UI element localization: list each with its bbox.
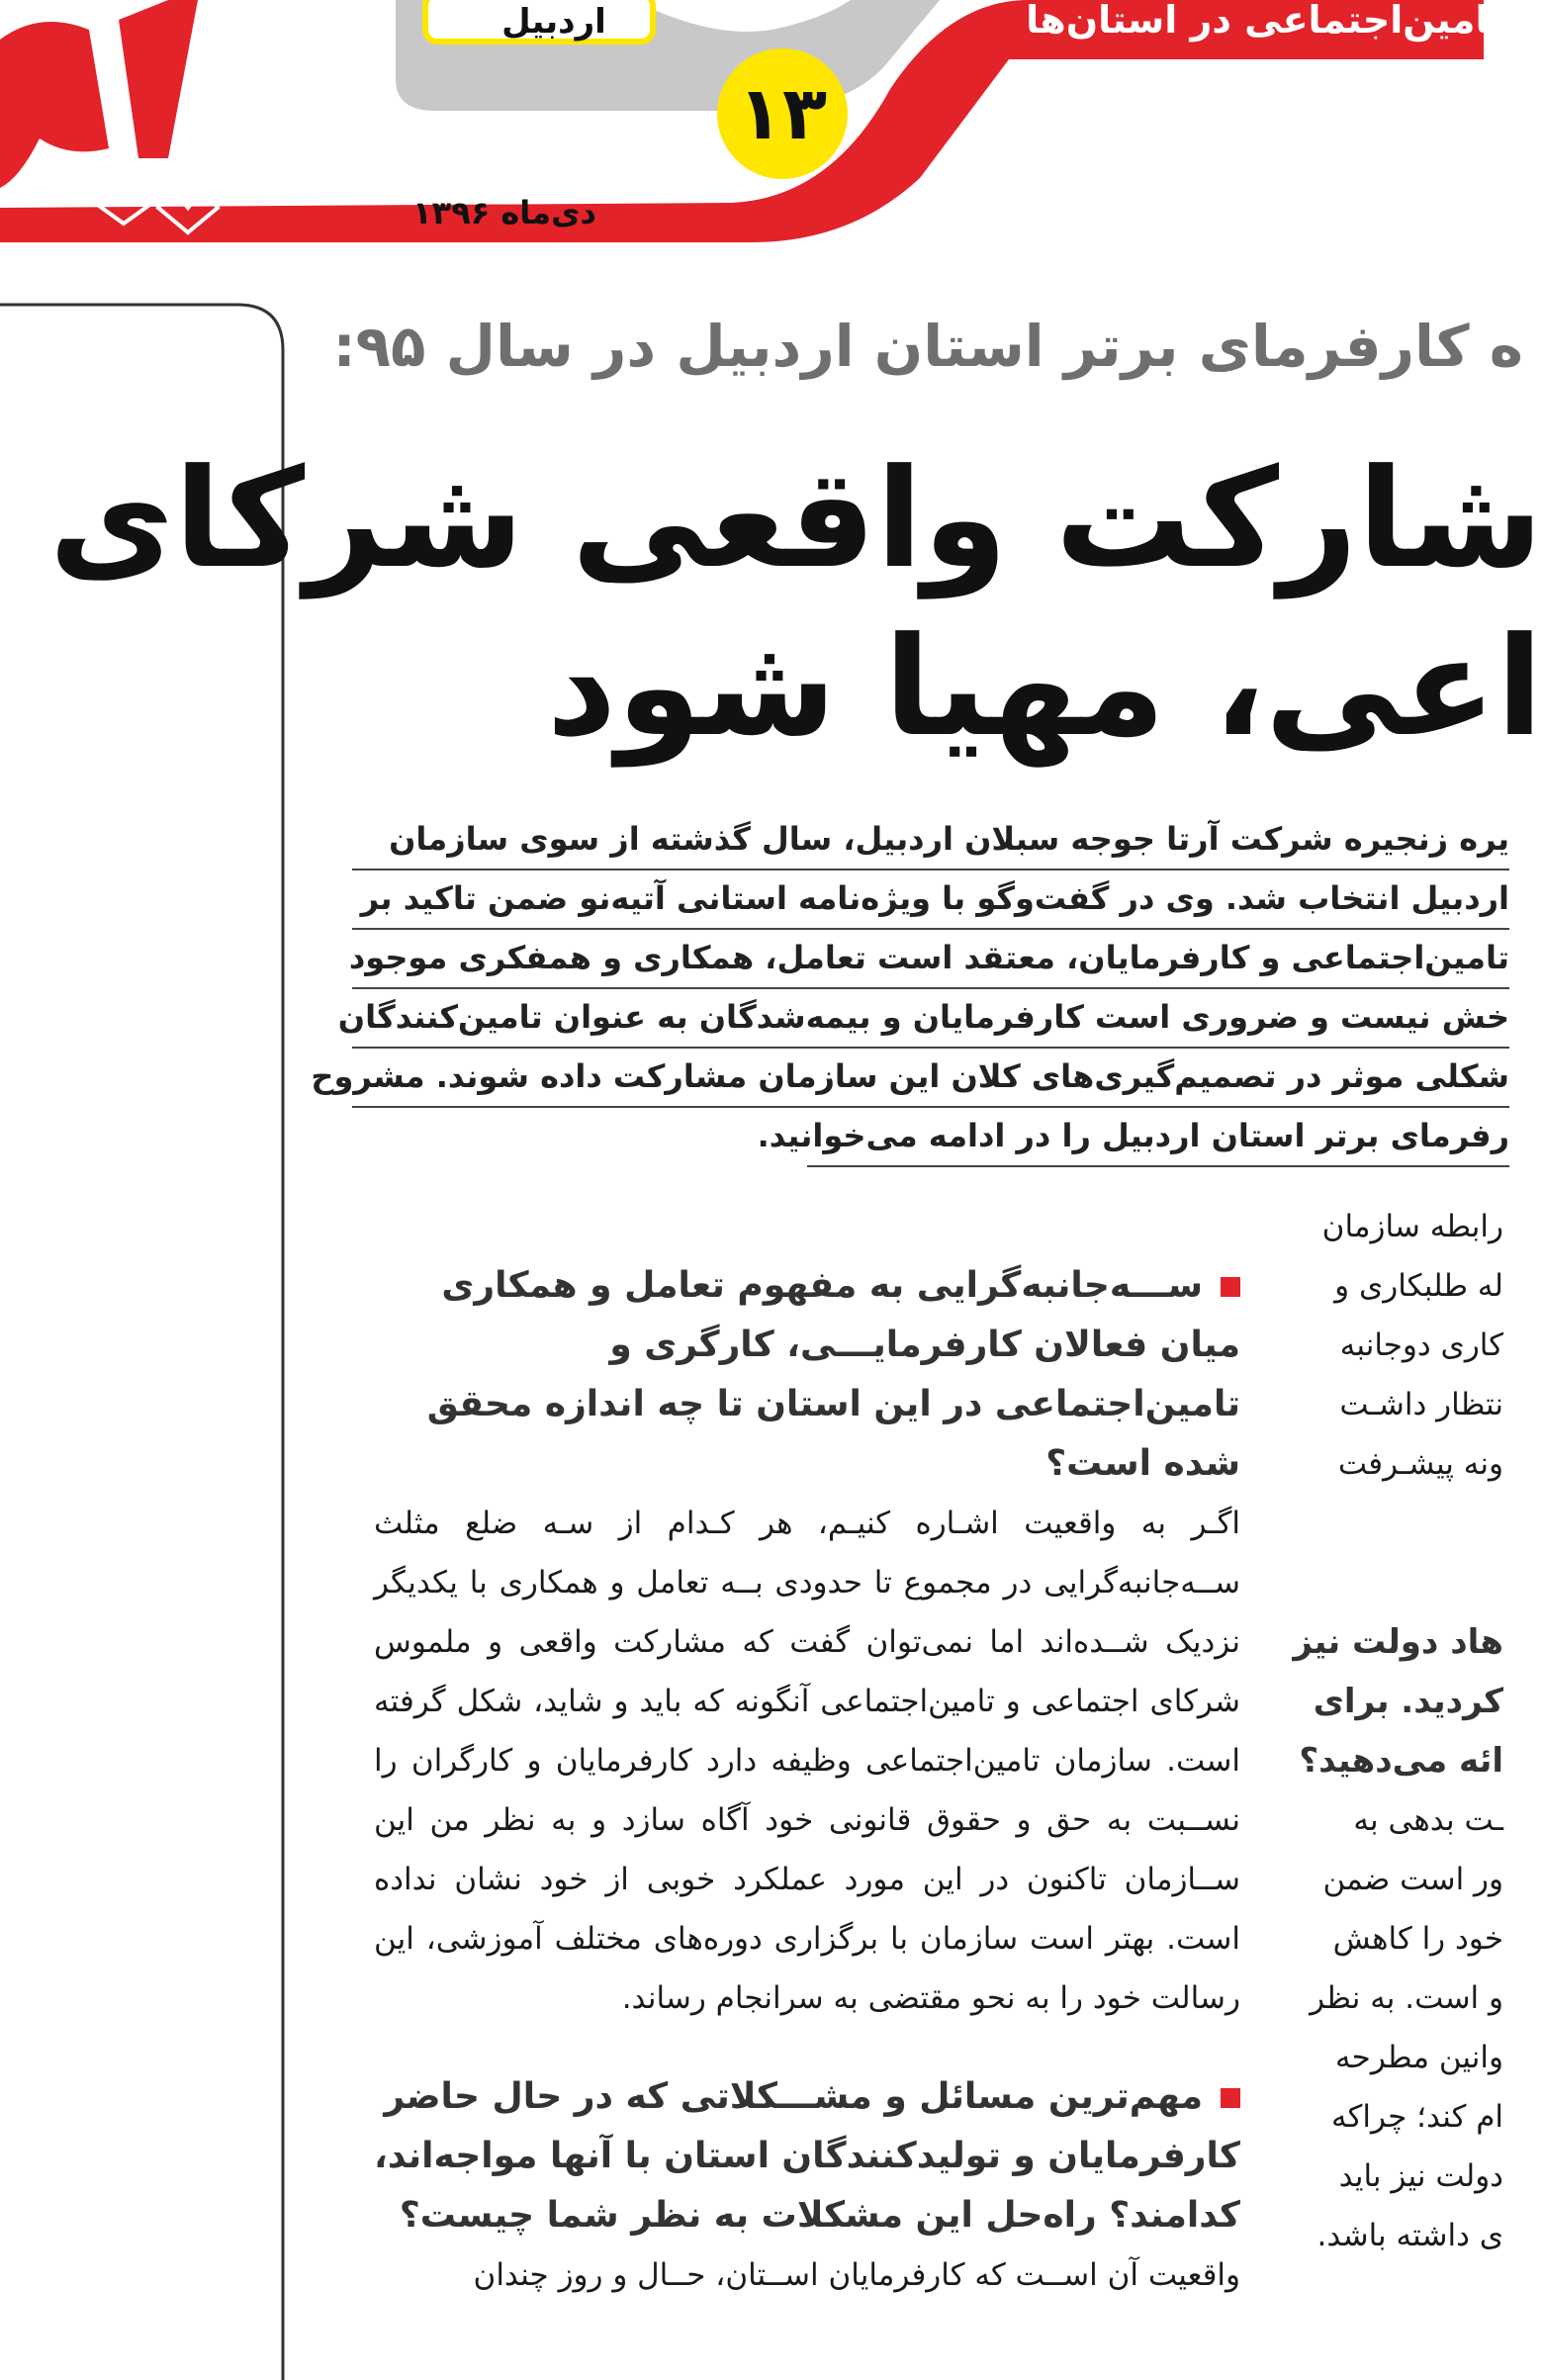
right-column-question-line: هاد دولت نیز — [1293, 1622, 1503, 1662]
right-column — [1293, 1197, 1503, 2265]
headline-line-1: شارکت واقعی شرکای — [48, 439, 1543, 598]
lead-line: خش نیست و ضروری است کارفرمایان و بیمه‌شدگان به عنوان تامین‌کنندگان — [352, 989, 1509, 1049]
question-1 — [374, 1256, 1240, 1494]
right-column-question-line: کردید. برای — [1313, 1682, 1503, 1721]
logo-mark — [0, 0, 198, 188]
right-column-line: کاری دوجانبه — [1339, 1327, 1503, 1363]
right-column-question-line: ائه می‌دهید؟ — [1299, 1741, 1503, 1781]
headline-line-2: اعی، مهیا شود — [546, 607, 1543, 767]
right-column-line: ونه پیشـرفت — [1337, 1446, 1503, 1482]
sidebar-frame — [0, 303, 303, 2380]
answer-2: واقعیت آن اســت که کارفرمایان اســتان، حــال و روز چندان — [473, 2257, 1240, 2293]
right-column-line: ام کند؛ چراکه — [1330, 2099, 1503, 2135]
right-column-line: خود را کاهش — [1332, 1921, 1503, 1957]
right-column-line: ی داشته باشد. — [1316, 2218, 1503, 2253]
lead-line: شکلی موثر در تصمیم‌گیری‌های کلان این سازمان مشارکت داده شوند. مشروح — [352, 1049, 1509, 1108]
lead-line: اردبیل انتخاب شد. وی در گفت‌وگو با ویژه‌نامه استانی آتیه‌نو ضمن تاکید بر — [352, 870, 1509, 930]
lead-line: تامین‌اجتماعی و کارفرمایان، معتقد است تعامل، همکاری و همفکری موجود — [352, 930, 1509, 989]
answer-1: اگـر به واقعیت اشـاره کنیـم، هر کـدام از سـه ضلع مثلث ســه‌جانبه‌گرایی در مجموع تا حدودی بــه تعامل و همکاری با یکدیگر نزدیک شــده‌اند اما نمی‌توان گفت که مشارکت واقعی و ملموس شرکای اجتماعی و تامین‌اجتماعی آنگونه که باید و شاید، شکل گرفته است. سازمان تامین‌اجتماعی وظیفه دارد کارفرمایان و کارگران را نســبت به حق و حقوق قانونی خود آگاه سازد و به نظر من این ســازمان تاکنون در این مورد عملکرد خوبی از خود نشان نداده است. بهتر است سازمان با برگزاری دوره‌های مختلف آموزشی، این رسالت خود را به نحو مقتضی به سرانجام رساند. — [374, 1506, 1240, 2016]
right-column-line: دولت نیز باید — [1338, 2158, 1503, 2194]
right-column-line: و است. به نظر — [1310, 1980, 1503, 2016]
bullet-square-icon — [1221, 2088, 1240, 2108]
right-column-line: ـت بدهی به — [1353, 1802, 1503, 1838]
right-column-line: رابطه سازمان — [1321, 1209, 1503, 1244]
right-column-line: ور است ضمن — [1322, 1862, 1503, 1897]
article-supertitle: ه کارفرمای برتر استان اردبیل در سال ۹۵: — [332, 313, 1523, 380]
province-label: اردبیل — [501, 2, 606, 42]
right-column-line: له طلبکاری و — [1334, 1268, 1503, 1304]
section-name: تامین‌اجتماعی در استان‌ها — [1026, 0, 1503, 42]
lead-line: رفرمای برتر استان اردبیل را در ادامه می‌خوانید. — [807, 1108, 1509, 1167]
page-number: ۱۳ — [737, 71, 828, 156]
bullet-square-icon — [1221, 1277, 1240, 1297]
question-1-text: ســـه‌جانبه‌گرایی به مفهوم تعامل و همکاری میان فعالان کارفرمایـــی، کارگری و تامین‌اجتماعی در این استان تا چه اندازه محقق شده است؟ — [426, 1265, 1240, 1484]
right-column-line — [1296, 1494, 1503, 1553]
main-column — [374, 1256, 1240, 2305]
question-2 — [374, 2067, 1240, 2245]
right-column-line — [1296, 1553, 1503, 1612]
question-2-text: مهم‌ترین مسائل و مشـــکلاتی که در حال حاضر کارفرمایان و تولیدکنندگان استان با آنها مواجه‌اند، کدامند؟ راه‌حل این مشکلات به نظر شما چیست؟ — [374, 2076, 1240, 2236]
issue-date: دی‌ماه ۱۳۹۶ — [412, 194, 596, 231]
article-lead — [311, 811, 1509, 1167]
right-column-line: وانین مطرحه — [1335, 2040, 1503, 2075]
lead-line: یره زنجیره شرکت آرتا جوجه سبلان اردبیل، سال گذشته از سوی سازمان — [352, 811, 1509, 870]
right-column-line: نتظار داشـت — [1339, 1387, 1503, 1422]
